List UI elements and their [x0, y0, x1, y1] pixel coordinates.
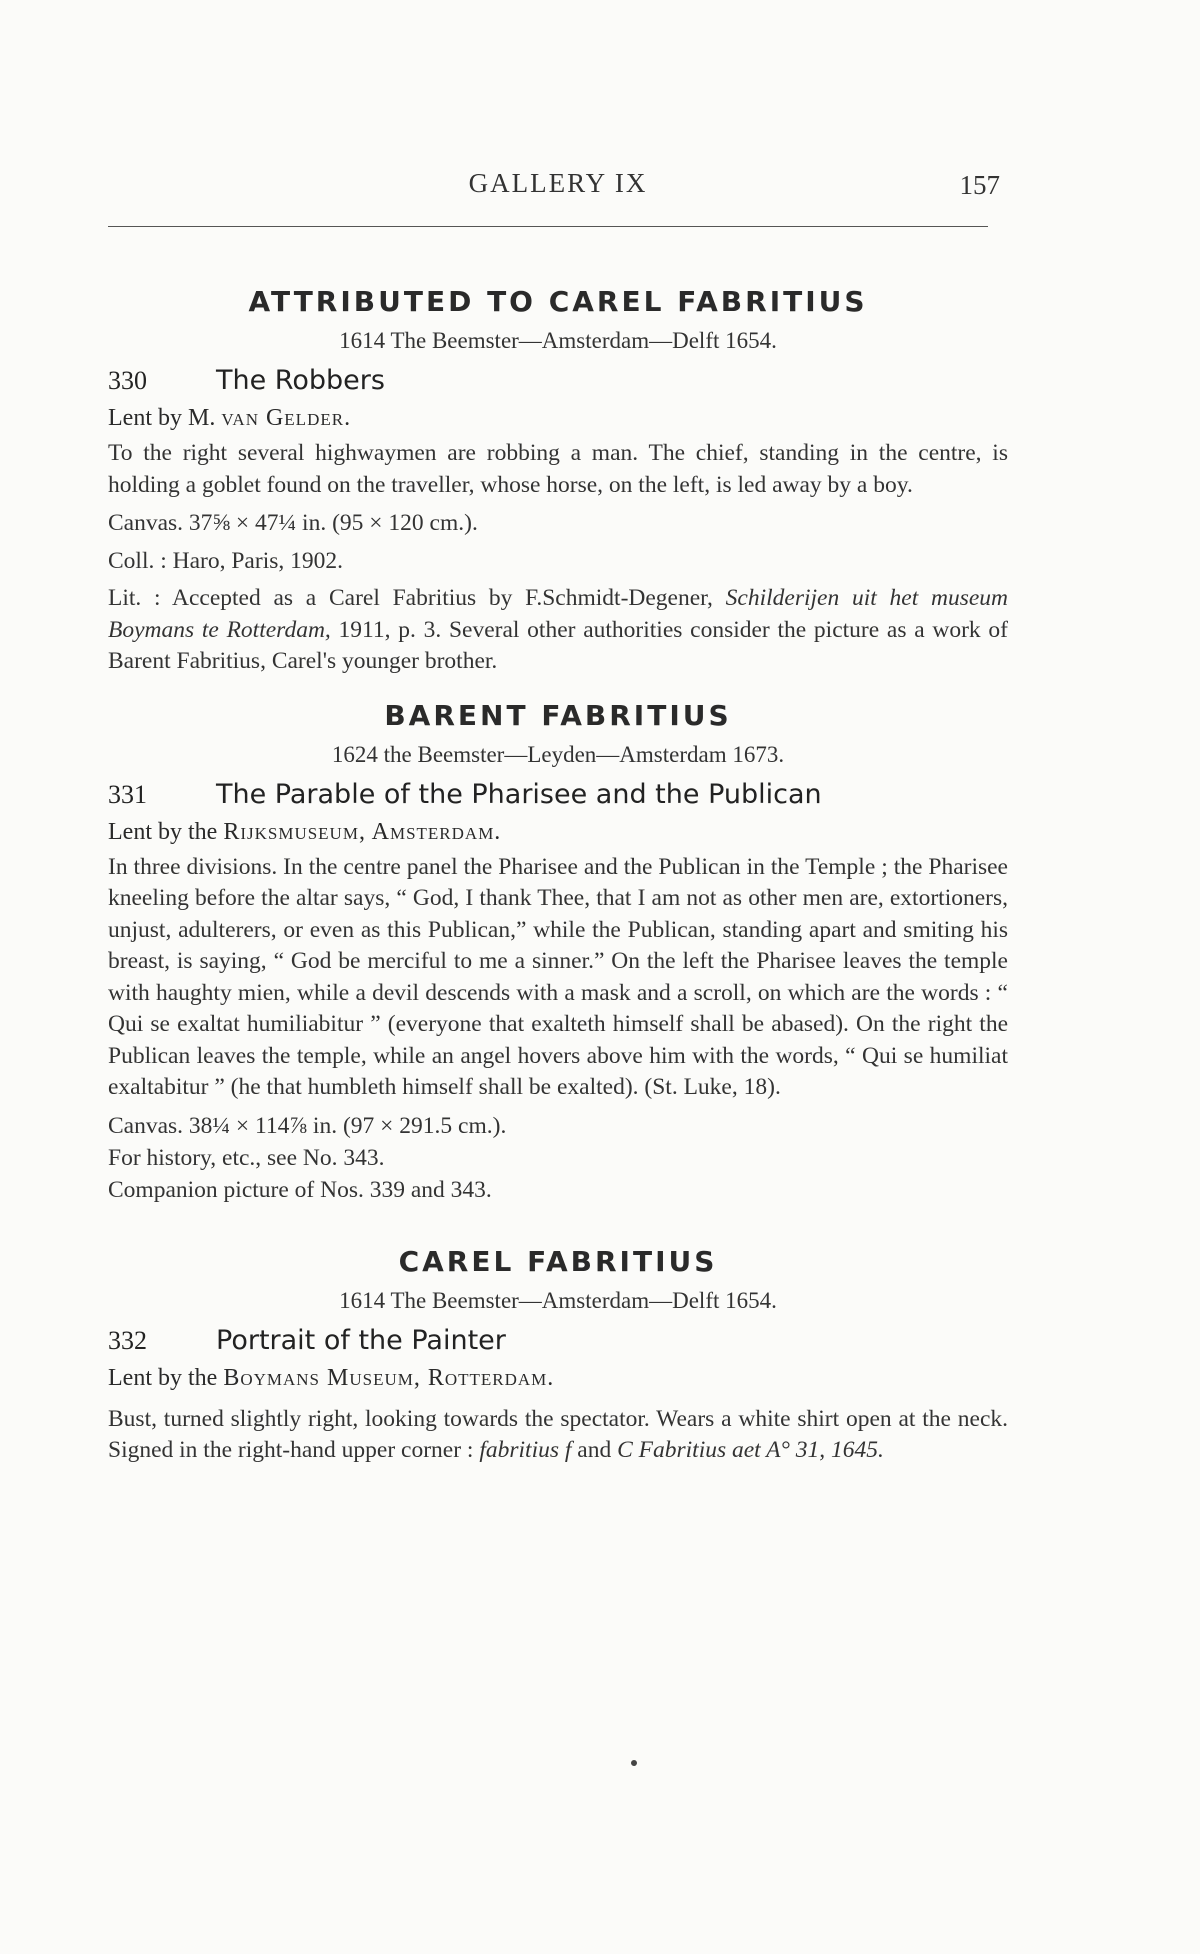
entry-title: The Robbers — [216, 365, 385, 396]
lender-line — [108, 816, 1008, 848]
entry-number: 332 — [108, 1325, 147, 1355]
running-title: GALLERY IX — [468, 168, 648, 198]
catalogue-entry-332 — [108, 1242, 1008, 1467]
lender-prefix: Lent by M. — [108, 405, 222, 431]
canvas-dimensions: Canvas. 38¼ × 114⅞ in. (97 × 291.5 cm.). — [108, 1112, 507, 1139]
entry-title: The Parable of the Pharisee and the Publican — [216, 778, 822, 810]
ink-dot — [631, 1760, 637, 1766]
catalogue-entry-331 — [108, 696, 1008, 1206]
lender-line — [108, 402, 1008, 434]
entry-title: Portrait of the Painter — [216, 1324, 506, 1356]
entry-heading — [108, 774, 1008, 816]
page-number: 157 — [959, 170, 1000, 200]
header-rule — [108, 226, 988, 227]
artist-heading: CAREL FABRITIUS — [398, 1244, 718, 1278]
entry-number: 330 — [108, 366, 147, 395]
collection-note: Coll. : Haro, Paris, 1902. — [108, 548, 343, 574]
signature-1: fabritius f — [479, 1437, 572, 1463]
artist-dates: 1614 The Beemster—Amsterdam—Delft 1654. — [339, 1287, 777, 1313]
signature-2: C Fabritius aet A° 31, 1645. — [617, 1437, 884, 1463]
artist-dates: 1624 the Beemster—Leyden—Amsterdam 1673. — [331, 741, 785, 767]
lender-prefix: Lent by the — [108, 1364, 224, 1391]
description-text: Bust, turned slightly right, looking towards the spectator. Wears a white shirt open at the neck. Signed in the right-hand upper corner : — [108, 1405, 1008, 1463]
literature-title: Schilderijen uit het museum Boymans te Rotterdam, — [108, 585, 1008, 643]
catalogue-content — [108, 282, 1008, 1467]
lender-name: Boymans Museum, Rotterdam. — [223, 1364, 555, 1391]
lender-name: van Gelder. — [221, 405, 352, 431]
companion-note: Companion picture of Nos. 339 and 343. — [108, 1176, 492, 1203]
catalogue-page — [108, 0, 1008, 1954]
entry-heading — [108, 360, 1008, 402]
entry-description: To the right several highwaymen are robbing a man. The chief, standing in the centre, is holding a goblet found on the traveller, whose horse, on the left, is led away by a boy. — [108, 440, 1008, 498]
entry-heading — [108, 1320, 1008, 1362]
literature-prefix: Lit. : Accepted as a Carel Fabritius by F.Schmidt-Degener, — [108, 585, 726, 611]
history-note: For history, etc., see No. 343. — [108, 1144, 385, 1171]
artist-heading: ATTRIBUTED TO CAREL FABRITIUS — [248, 285, 868, 318]
running-head — [108, 168, 1008, 208]
lender-name: Rijksmuseum, Amsterdam. — [223, 818, 502, 845]
artist-heading: BARENT FABRITIUS — [384, 698, 732, 732]
entry-number: 331 — [108, 779, 147, 809]
lender-line — [108, 1362, 1008, 1394]
artist-dates: 1614 The Beemster—Amsterdam—Delft 1654. — [339, 328, 777, 353]
literature-suffix: 1911, p. 3. Several other authorities consider the picture as a work of Barent Fabritius, Carel's younger brother. — [108, 616, 1008, 674]
entry-description — [108, 1404, 1008, 1467]
entry-description: In three divisions. In the centre panel the Pharisee and the Publican in the Temple ; the Pharisee kneeling before the altar says, “ God, I thank Thee, that I am not as other men are, extortioners, unjust, adulterers, or even as this Publican,” while the Publican, standing apart and smiting his breast, is saying, “ God be merciful to me a sinner.” On the left the Pharisee leaves the temple with haughty mien, while a devil descends with a mask and a scroll, on which are the words : “ Qui se exaltat humiliabitur ” (everyone that exalteth himself shall be abased). On the right the Publican leaves the temple, while an angel hovers above him with the words, “ Qui se humiliat exaltabitur ” (he that humbleth himself shall be exalted). (St. Luke, 18). — [108, 853, 1008, 1100]
lender-prefix: Lent by the — [108, 818, 224, 845]
canvas-dimensions: Canvas. 37⅝ × 47¼ in. (95 × 120 cm.). — [108, 510, 478, 536]
literature-note — [108, 583, 1008, 678]
catalogue-entry-330 — [108, 282, 1008, 678]
signature-and: and — [571, 1437, 618, 1463]
